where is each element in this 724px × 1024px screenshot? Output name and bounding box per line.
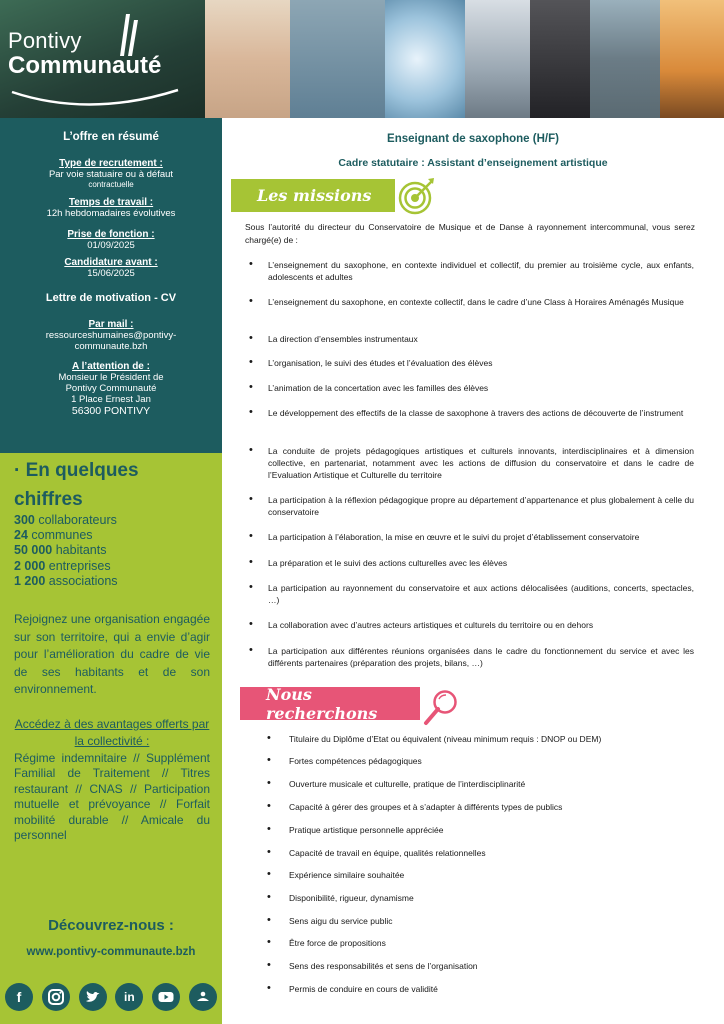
- facebook-icon[interactable]: [5, 983, 33, 1011]
- facebook-glyph: f: [16, 989, 22, 1005]
- mission-item: • La participation à l’élaboration, la mise en œuvre et le suivi du projet d’établissement conservatoire: [268, 532, 694, 544]
- requirement-item: • Expérience similaire souhaitée: [289, 870, 689, 882]
- deadline-block: [0, 257, 222, 279]
- search-heading: Nous recherchons: [240, 687, 420, 720]
- mission-item: • La préparation et le suivi des actions culturelles avec les élèves: [268, 558, 694, 570]
- advantages-text: Régime indemnitaire // Supplément Familial de Traitement // Titres restaurant // CNAS // Participation mutuelle et prévoyance // Forfait mobilité durable // Amicale du personnel: [14, 751, 210, 843]
- offer-summary-panel: [0, 118, 222, 453]
- address-line-1: Monsieur le Président de: [58, 372, 164, 383]
- stat-number: 2 000: [14, 558, 46, 573]
- worktime-label: Temps de travail :: [68, 197, 154, 208]
- banner-photo-house: [465, 0, 530, 118]
- logo-swoosh-icon: [10, 88, 180, 110]
- stat-number: 50 000: [14, 543, 53, 558]
- worktime-value: 12h hebdomadaires évolutives: [46, 208, 176, 219]
- mission-item: • La participation au rayonnement du conservatoire et aux actions délocalisées (auditions, concerts, spectacles, …): [268, 583, 694, 607]
- mission-item: • L’enseignement du saxophone, en contexte collectif, dans le cadre d’une Class à Horaires Aménagés Musique: [268, 297, 694, 309]
- banner-photo-water: [385, 0, 465, 118]
- worktime-block: [0, 197, 222, 219]
- mission-item: • L’enseignement du saxophone, en contexte individuel et collectif, du premier au troisième cycle, aux enfants, adolescents et adultes: [268, 260, 694, 284]
- instagram-icon[interactable]: [42, 983, 70, 1011]
- requirement-item: • Sens des responsabilités et sens de l’organisation: [289, 961, 689, 973]
- banner-photo-waste-bags: [530, 0, 590, 118]
- email-line-2[interactable]: communaute.bzh: [74, 341, 148, 352]
- deadline-label: Candidature avant :: [64, 257, 158, 268]
- job-subtitle: Cadre statutaire : Assistant d’enseignement artistique: [338, 157, 608, 169]
- stat-label: habitants: [55, 543, 107, 558]
- requirement-item: • Capacité à gérer des groupes et à s’adapter à différents types de publics: [289, 802, 689, 814]
- figures-title-line2: chiffres: [14, 489, 83, 510]
- header-banner: [0, 0, 724, 118]
- stat-item: [14, 574, 118, 589]
- offer-summary-title: L’offre en résumé: [63, 131, 159, 143]
- requirement-item: • Fortes compétences pédagogiques: [289, 756, 689, 768]
- stat-number: 1 200: [14, 573, 46, 588]
- stat-item: [14, 513, 118, 528]
- stat-item: [14, 528, 118, 543]
- other-social-icon[interactable]: [189, 983, 217, 1011]
- discover-heading: Découvrez-nous :: [48, 917, 174, 934]
- instagram-glyph: [47, 988, 65, 1006]
- requirement-item: • Permis de conduire en cours de validité: [289, 984, 689, 996]
- start-date-value: 01/09/2025: [87, 240, 135, 251]
- linkedin-glyph: in: [124, 990, 135, 1004]
- requirement-item: • Pratique artistique personnelle appréciée: [289, 825, 689, 837]
- target-icon: [396, 176, 438, 216]
- mission-item: • Le développement des effectifs de la classe de saxophone à travers des actions de découverte de l’instrument: [268, 408, 694, 420]
- address-line-2: Pontivy Communauté: [65, 383, 157, 394]
- figures-title: [14, 456, 139, 514]
- website-link[interactable]: www.pontivy-communaute.bzh: [26, 946, 196, 958]
- stat-item: [14, 543, 118, 558]
- logo-line1: Pontivy: [8, 28, 82, 53]
- linkedin-icon[interactable]: [115, 983, 143, 1011]
- stat-label: associations: [48, 573, 118, 588]
- recruitment-value: Par voie statuaire ou à défaut: [48, 169, 174, 180]
- address-line-4: 56300 PONTIVY: [71, 405, 151, 417]
- mission-item: • L’animation de la concertation avec les familles des élèves: [268, 383, 694, 395]
- twitter-glyph: [84, 988, 102, 1006]
- required-documents: Lettre de motivation - CV: [45, 292, 177, 304]
- recruitment-block: [0, 158, 222, 189]
- mission-item: • La collaboration avec d’autres acteurs artistiques et culturels du territoire ou en dehors: [268, 620, 694, 632]
- banner-photo-child: [205, 0, 290, 118]
- figures-title-line1: · En quelques: [14, 460, 139, 481]
- requirement-item: • Être force de propositions: [289, 938, 689, 950]
- missions-intro: Sous l’autorité du directeur du Conservatoire de Musique et de Danse à rayonnement intercommunal, vous serez chargé(e) de :: [245, 222, 695, 245]
- stat-label: collaborateurs: [38, 513, 117, 527]
- advantages-title: Accédez à des avantages offerts par la collectivité :: [14, 717, 210, 748]
- mission-item: • La participation aux différentes réunions organisées dans le cadre du fonctionnement du service et avec les différents partenaires (préparation des projets, bilans, …): [268, 646, 694, 670]
- address-line-3: 1 Place Ernest Jan: [71, 394, 151, 405]
- email-label: Par mail :: [88, 319, 134, 330]
- stat-number: 24: [14, 528, 28, 543]
- recruitment-value-2: contractuelle: [88, 180, 134, 189]
- twitter-icon[interactable]: [79, 983, 107, 1011]
- requirement-item: • Titulaire du Diplôme d’Etat ou équivalent (niveau minimum requis : DNOP ou DEM): [289, 734, 689, 746]
- start-date-block: [0, 229, 222, 251]
- logo-line2: Communauté: [8, 52, 162, 79]
- requirement-item: • Ouverture musicale et culturelle, pratique de l’interdisciplinarité: [289, 779, 689, 791]
- figures-stats: [14, 513, 118, 589]
- other-social-glyph: [194, 988, 212, 1006]
- banner-photo-handshake: [290, 0, 385, 118]
- requirement-item: • Sens aigu du service public: [289, 916, 689, 928]
- address-block: [0, 361, 222, 417]
- youtube-glyph: [157, 988, 175, 1006]
- logo: [8, 30, 161, 78]
- stat-label: entreprises: [48, 558, 111, 573]
- start-date-label: Prise de fonction :: [67, 229, 155, 240]
- email-block: [0, 319, 222, 352]
- mission-item: • La conduite de projets pédagogiques artistiques et culturels innovants, interdisciplinaires et à dimension collective, en partenariat, notamment avec les actions de diffusion du conservatoire et dans le cadre de l’Evaluation Artistique et Culturelle du territoire: [268, 446, 694, 481]
- recruitment-label: Type de recrutement :: [59, 158, 163, 169]
- mission-item: • La participation à la réflexion pédagogique propre au département d’appartenance et plus globalement à celle du conservatoire: [268, 495, 694, 519]
- stat-number: 300: [14, 513, 35, 527]
- missions-heading: Les missions: [231, 179, 395, 212]
- deadline-value: 15/06/2025: [87, 268, 135, 279]
- attention-label: A l’attention de :: [72, 361, 150, 372]
- mission-item: • La direction d’ensembles instrumentaux: [268, 334, 694, 346]
- requirement-item: • Disponibilité, rigueur, dynamisme: [289, 893, 689, 905]
- mission-item: • L’organisation, le suivi des études et l’évaluation des élèves: [268, 358, 694, 370]
- youtube-icon[interactable]: [152, 983, 180, 1011]
- banner-photo-castle: [590, 0, 660, 118]
- email-line-1[interactable]: ressourceshumaines@pontivy-: [45, 330, 177, 341]
- banner-photo-concert: [660, 0, 724, 118]
- social-links: [5, 983, 217, 1013]
- stat-item: [14, 559, 118, 574]
- magnifier-icon: [421, 688, 463, 728]
- stat-label: communes: [31, 528, 93, 543]
- requirement-item: • Capacité de travail en équipe, qualités relationnelles: [289, 848, 689, 860]
- job-title: Enseignant de saxophone (H/F): [387, 133, 559, 145]
- join-text: Rejoignez une organisation engagée sur son territoire, qui a envie d’agir pour l’amélioration du cadre de vie de ses habitants et de son environnement.: [14, 612, 210, 697]
